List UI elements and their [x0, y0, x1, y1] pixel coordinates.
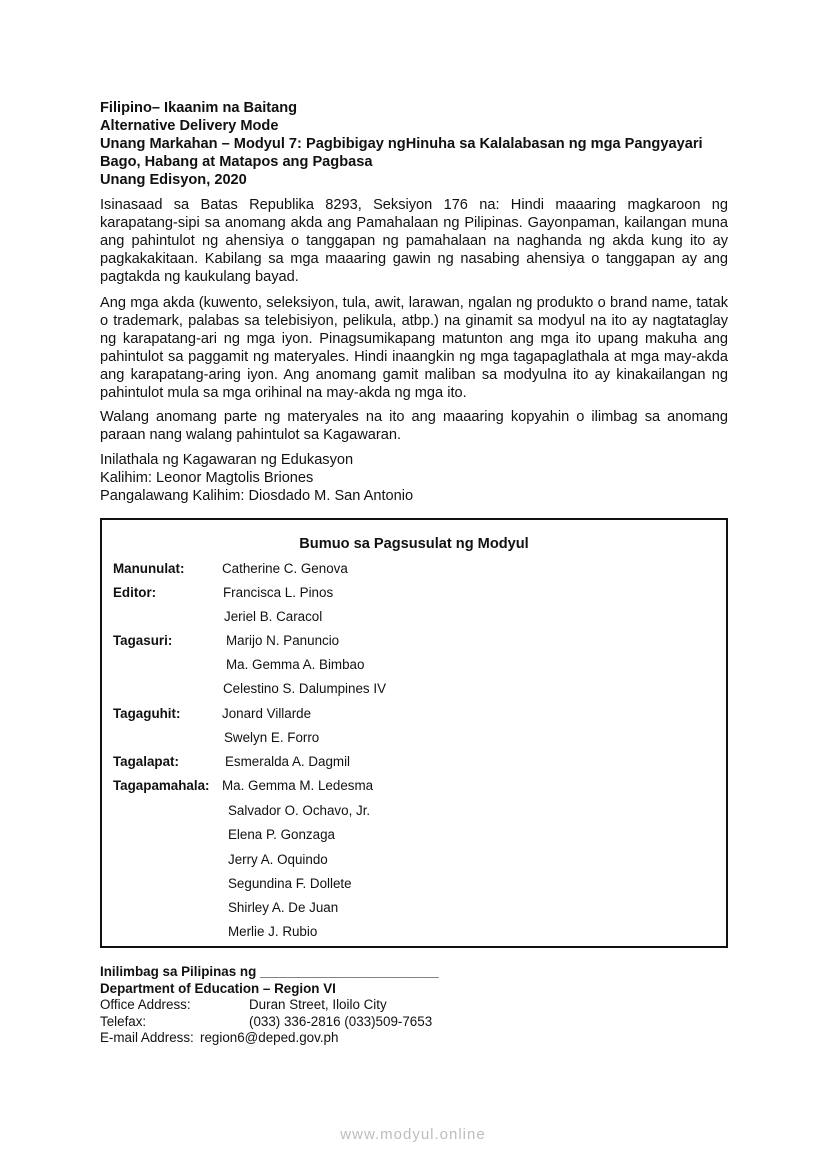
contributor-name: Salvador O. Ochavo, Jr.	[228, 803, 371, 818]
undersecretary-line: Pangalawang Kalihim: Diosdado M. San Antonio	[100, 488, 414, 504]
office-address-value: Duran Street, Iloilo City	[249, 997, 387, 1013]
subject-grade: Filipino– Ikaanim na Baitang	[100, 100, 298, 116]
credits-box	[100, 518, 728, 948]
delivery-mode: Alternative Delivery Mode	[100, 118, 279, 134]
contributor-name: Catherine C. Genova	[222, 561, 348, 576]
credits-title: Bumuo sa Pagsusulat ng Modyul	[299, 536, 529, 552]
edition: Unang Edisyon, 2020	[100, 172, 247, 188]
module-title-line2: Bago, Habang at Matapos ang Pagbasa	[100, 154, 373, 170]
role-label: Tagapamahala:	[113, 778, 210, 793]
role-label: Manunulat:	[113, 561, 185, 576]
secretary-line: Kalihim: Leonor Magtolis Briones	[100, 470, 314, 486]
department-text: Department of Education – Region VI	[100, 980, 336, 996]
contributor-name: Elena P. Gonzaga	[228, 827, 335, 842]
contributor-name: Segundina F. Dollete	[228, 876, 352, 891]
contributor-name: Francisca L. Pinos	[223, 585, 334, 600]
contributor-name: Marijo N. Panuncio	[226, 633, 340, 648]
email-label: E-mail Address:	[100, 1030, 194, 1046]
contributor-name: Jonard Villarde	[222, 706, 312, 721]
role-label: Editor:	[113, 585, 157, 600]
office-address-label: Office Address:	[100, 997, 191, 1013]
telefax-label: Telefax:	[100, 1013, 147, 1029]
publisher-info	[100, 451, 413, 505]
document-header	[100, 99, 728, 189]
role-label: Tagalapat:	[113, 754, 179, 769]
copyright-paragraph: Isinasaad sa Batas Republika 8293, Seksiyon 176 na: Hindi maaaring magkaroon ng karapatang-sipi sa anomang akda ang Pamahalaan ng Pilipinas. Gayonpaman, kailangan muna ang pahintulot ng ahensiya o tanggapan ng pamahalaan na naghanda ng akda kung ito ay pagkakakitaan. Kabilang sa mga maaaring gawin ng nasabing ahensiya o tanggapan ay ang pagtakda ng kaukulang bayad.	[100, 197, 728, 285]
printed-text: Inilimbag sa Pilipinas ng ________________________	[100, 964, 439, 979]
materials-paragraph: Ang mga akda (kuwento, seleksiyon, tula, awit, larawan, ngalan ng produkto o brand name, tatak o trademark, palabas sa telebisiyon, pelikula, atbp.) na ginamit sa modyul na ito ay nagtataglay ng karapatang-ari ng mga iyon. Pinagsumikapang matunton ang mga ito upang makuha ang pahintulot sa paggamit ng materyales. Hindi inaangkin ng mga tagapaglathala at mga may-akda ang karapatang-aring iyon. Ang anomang gamit maliban sa modyulna ito ay kinakailangan ng pahintulot mula sa mga orihinal na may-akda ng mga ito.	[100, 295, 728, 401]
role-label: Tagasuri:	[113, 633, 173, 648]
contributor-name: Ma. Gemma M. Ledesma	[222, 778, 374, 793]
contributor-name: Jeriel B. Caracol	[224, 609, 323, 624]
role-label: Tagaguhit:	[113, 706, 181, 721]
email-value: region6@deped.gov.ph	[200, 1030, 339, 1046]
watermark: www.modyul.online	[340, 1126, 486, 1143]
contributor-name: Swelyn E. Forro	[224, 730, 320, 745]
contributor-name: Shirley A. De Juan	[228, 900, 339, 915]
contributor-name: Celestino S. Dalumpines IV	[223, 681, 386, 696]
contributor-name: Ma. Gemma A. Bimbao	[226, 657, 365, 672]
reproduction-paragraph: Walang anomang parte ng materyales na ito ang maaaring kopyahin o ilimbag sa anomang paraan nang walang pahintulot sa Kagawaran.	[100, 409, 728, 443]
contributor-name: Esmeralda A. Dagmil	[225, 754, 351, 769]
publisher-line: Inilathala ng Kagawaran ng Edukasyon	[100, 452, 354, 468]
module-title-line1: Unang Markahan – Modyul 7: Pagbibigay ngHinuha sa Kalalabasan ng mga Pangyayari	[100, 136, 703, 152]
contributor-name: Jerry A. Oquindo	[228, 852, 328, 867]
telefax-value: (033) 336-2816 (033)509-7653	[249, 1013, 433, 1029]
contributor-name: Merlie J. Rubio	[228, 924, 318, 939]
